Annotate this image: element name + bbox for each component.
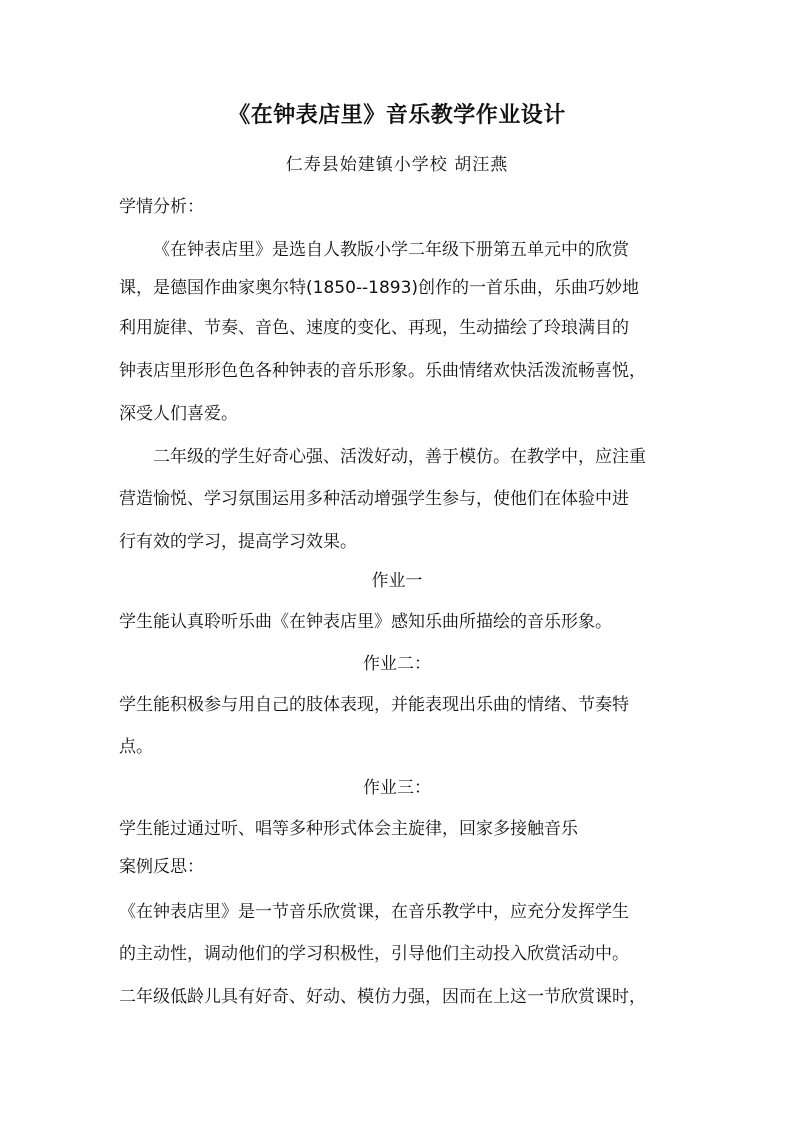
analysis-heading: 学情分析： xyxy=(119,197,204,217)
homework-3-heading: 作业三： xyxy=(363,778,431,798)
document-title: 《在钟表店里》音乐教学作业设计 xyxy=(228,103,566,128)
homework-3-text: 学生能过通过听、唱等多种形式体会主旋律，回家多接触音乐 xyxy=(119,819,578,839)
reflection-line-2: 的主动性，调动他们的学习积极性，引导他们主动投入欣赏活动中。 xyxy=(119,944,629,964)
homework-2-text-line-1: 学生能积极参与用自己的肢体表现，并能表现出乐曲的情绪、节奏特 xyxy=(119,695,629,715)
homework-1-heading: 作业一 xyxy=(371,571,423,591)
analysis-p1-line-3: 利用旋律、节奏、音色、速度的变化、再现，生动描绘了玲琅满目的 xyxy=(119,318,629,338)
author-line: 仁寿县始建镇小学校 胡汪燕 xyxy=(285,155,509,175)
analysis-p2-line-2: 营造愉悦、学习氛围运用多种活动增强学生参与，使他们在体验中进 xyxy=(119,489,629,509)
analysis-p1-line-1: 《在钟表店里》是选自人教版小学二年级下册第五单元中的欣赏 xyxy=(153,240,629,260)
reflection-heading: 案例反思： xyxy=(119,857,204,877)
homework-2-heading: 作业二： xyxy=(363,654,431,674)
reflection-line-1: 《在钟表店里》是一节音乐欣赏课，在音乐教学中，应充分发挥学生 xyxy=(119,902,629,922)
reflection-line-3: 二年级低龄儿具有好奇、好动、模仿力强，因而在上这一节欣赏课时， xyxy=(119,987,646,1007)
analysis-p2-line-1: 二年级的学生好奇心强、活泼好动，善于模仿。在教学中，应注重 xyxy=(153,447,646,467)
analysis-p1-line-2: 课，是德国作曲家奥尔特(1850--1893)创作的一首乐曲，乐曲巧妙地 xyxy=(119,278,640,298)
analysis-p1-line-4: 钟表店里形形色色各种钟表的音乐形象。乐曲情绪欢快活泼流畅喜悦， xyxy=(119,361,646,381)
analysis-p2-line-3: 行有效的学习，提高学习效果。 xyxy=(119,532,357,552)
homework-2-text-line-2: 点。 xyxy=(119,737,153,757)
homework-1-text: 学生能认真聆听乐曲《在钟表店里》感知乐曲所描绘的音乐形象。 xyxy=(119,612,612,632)
analysis-p1-line-5: 深受人们喜爱。 xyxy=(119,404,238,424)
